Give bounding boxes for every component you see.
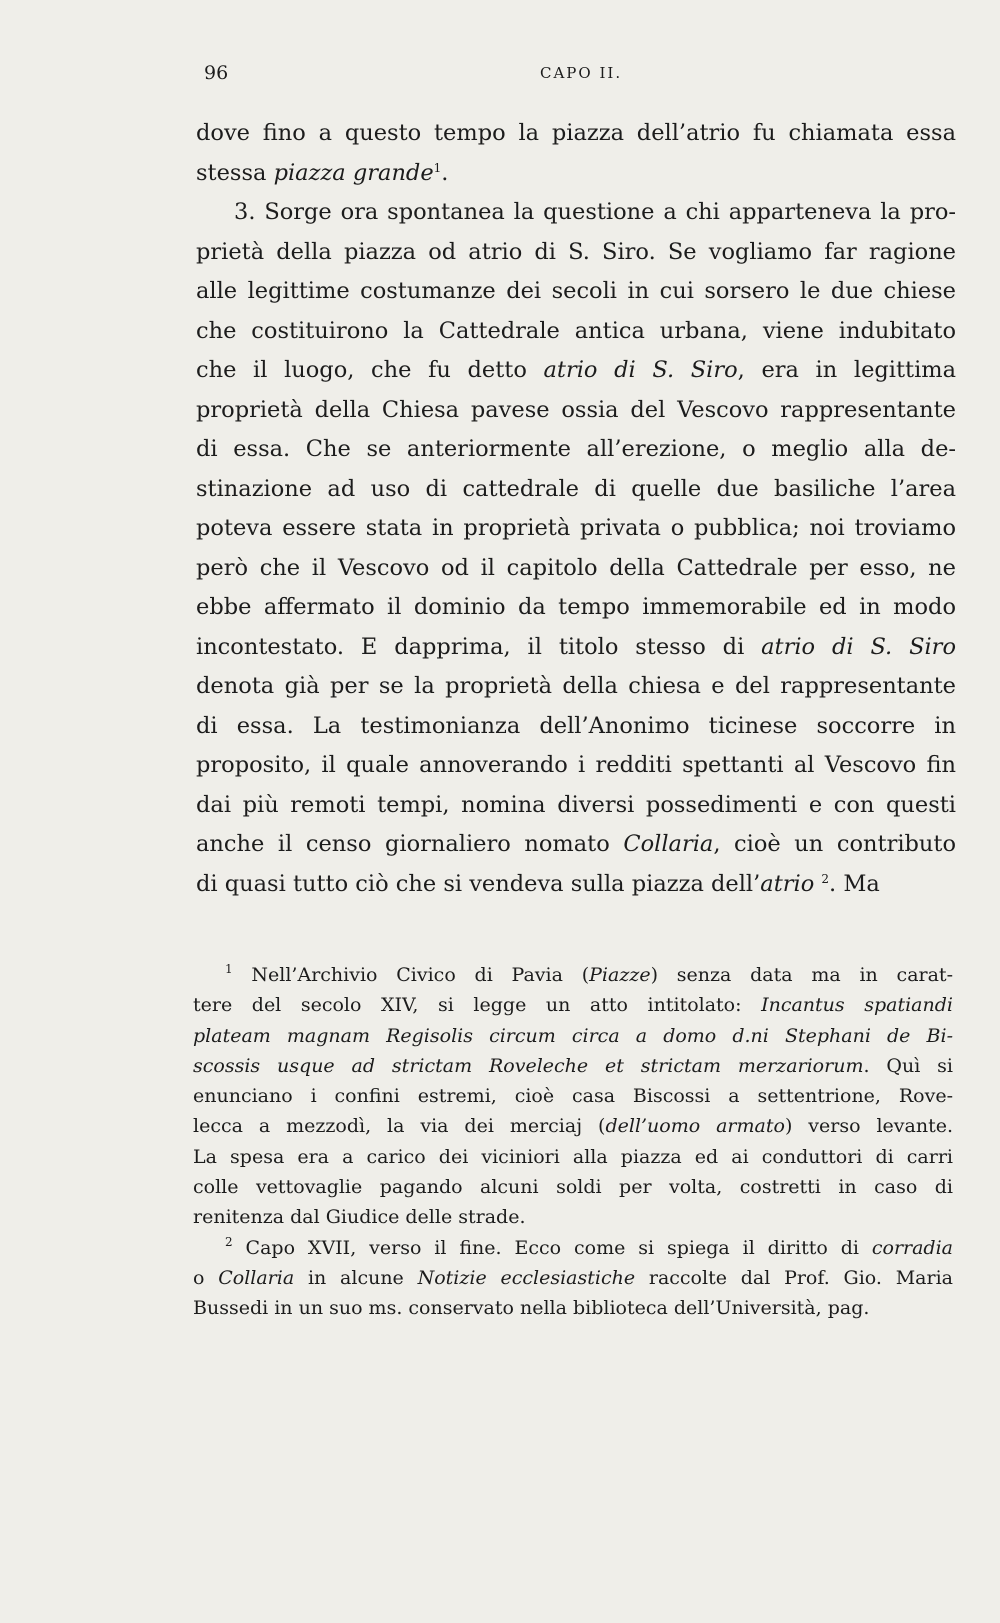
italic-text: plateam magnam Regisolis circum circa a domo d.ni Stephani de Bi- [193,1024,953,1047]
italic-text: Incantus spatiandi [761,994,953,1017]
text-line: 3. Sorge ora spontanea la questione a chi apparteneva la pro- [234,199,956,225]
text-line: dai più remoti tempi, nomina diversi possedimenti e con questi [196,791,956,818]
footnote-marker: 2 [225,1234,233,1249]
footnote-line: tere del secolo XIV, si legge un atto intitolato: Incantus spatiandi [193,994,953,1017]
footnote-line: o Collaria in alcune Notizie ecclesiastiche raccolte dal Prof. Gio. Maria [193,1266,953,1289]
italic-text: corradia [871,1236,953,1259]
text-line: anche il censo giornaliero nomato Collaria, cioè un contributo [196,831,956,857]
footnote-marker: 1 [433,160,442,175]
footnote-marker: 2 [821,871,830,886]
text-line: denota già per se la proprietà della chiesa e del rappresentante [196,673,956,699]
footnote-line: Bussedi in un suo ms. conservato nella biblioteca dell’Università, pag. [193,1297,870,1320]
text-line: poteva essere stata in proprietà privata o pubblica; noi troviamo [196,515,956,541]
text-line: di essa. Che se anteriormente all’erezione, o meglio alla de- [196,436,956,462]
text-line: però che il Vescovo od il capitolo della Cattedrale per esso, ne [196,554,956,581]
footnote-line: $^1$ Nell’Archivio Civico di Pavia (Piazze) senza data ma in carat- [225,962,953,986]
italic-text: Collaria [218,1266,295,1289]
italic-text: Collaria [623,831,714,857]
footnote-line: enunciano i confini estremi, cioè casa Biscossi a settentrione, Rove- [193,1085,953,1108]
text-line: che costituirono la Cattedrale antica urbana, viene indubitato [196,317,956,344]
text-line: dove fino a questo tempo la piazza dell’atrio fu chiamata essa [196,120,956,146]
footnote-line: colle vettovaglie pagando alcuni soldi per volta, costretti in caso di [193,1176,953,1199]
footnotes [193,960,953,1324]
text-line: proprietà della Chiesa pavese ossia del Vescovo rappresentante [196,396,956,423]
page-header [200,62,960,92]
footnote-line: $^2$ Capo XVII, verso il fine. Ecco come si spiega il diritto di corradia [225,1234,953,1259]
italic-text: piazza grande [273,159,434,186]
text-line: che il luogo, che fu detto atrio di S. Siro, era in legittima [196,357,957,383]
text-line: alle legittime costumanze dei secoli in cui sorsero le due chiese [196,278,956,304]
text-line: incontestato. E dapprima, il titolo stesso di atrio di S. Siro [196,633,956,660]
text-line: di essa. La testimonianza dell’Anonimo ticinese soccorre in [196,712,956,739]
text-line: proposito, il quale annoverando i redditi spettanti al Vescovo fin [196,752,956,778]
italic-text: atrio di S. Siro [761,633,956,660]
text-line: stinazione ad uso di cattedrale di quelle due basiliche l’area [196,475,956,502]
text-line: ebbe affermato il dominio da tempo immemorabile ed in modo [196,594,956,620]
italic-text: scossis usque ad strictam Roveleche et strictam merzariorum [193,1054,864,1077]
page-number: 96 [204,62,229,84]
footnote-line: lecca a mezzodì, la via dei merciaj (dell’uomo armato) verso levante. [193,1115,953,1138]
footnote-line: scossis usque ad strictam Roveleche et strictam merzariorum. Quì si [193,1054,953,1077]
italic-text: atrio di S. Siro [543,357,738,383]
text-line: stessa piazza grande$^1$. [196,159,449,186]
italic-text: Piazze [589,964,651,986]
text-line: prietà della piazza od atrio di S. Siro. Se vogliamo far ragione [196,238,956,265]
footnote-line: La spesa era a carico dei viciniori alla piazza ed ai conduttori di carri [193,1145,953,1168]
italic-text: dell’uomo armato [605,1115,785,1138]
body-text [196,114,956,904]
running-head: CAPO II. [540,64,623,82]
footnote-line: renitenza dal Giudice delle strade. [193,1206,526,1229]
italic-text: atrio [760,870,815,897]
italic-text: Notizie ecclesiastiche [417,1266,636,1289]
footnote-marker: 1 [225,962,233,976]
footnote-line [193,1021,953,1051]
text-line: di quasi tutto ciò che si vendeva sulla piazza dell’atrio $^2$. Ma [196,870,880,897]
